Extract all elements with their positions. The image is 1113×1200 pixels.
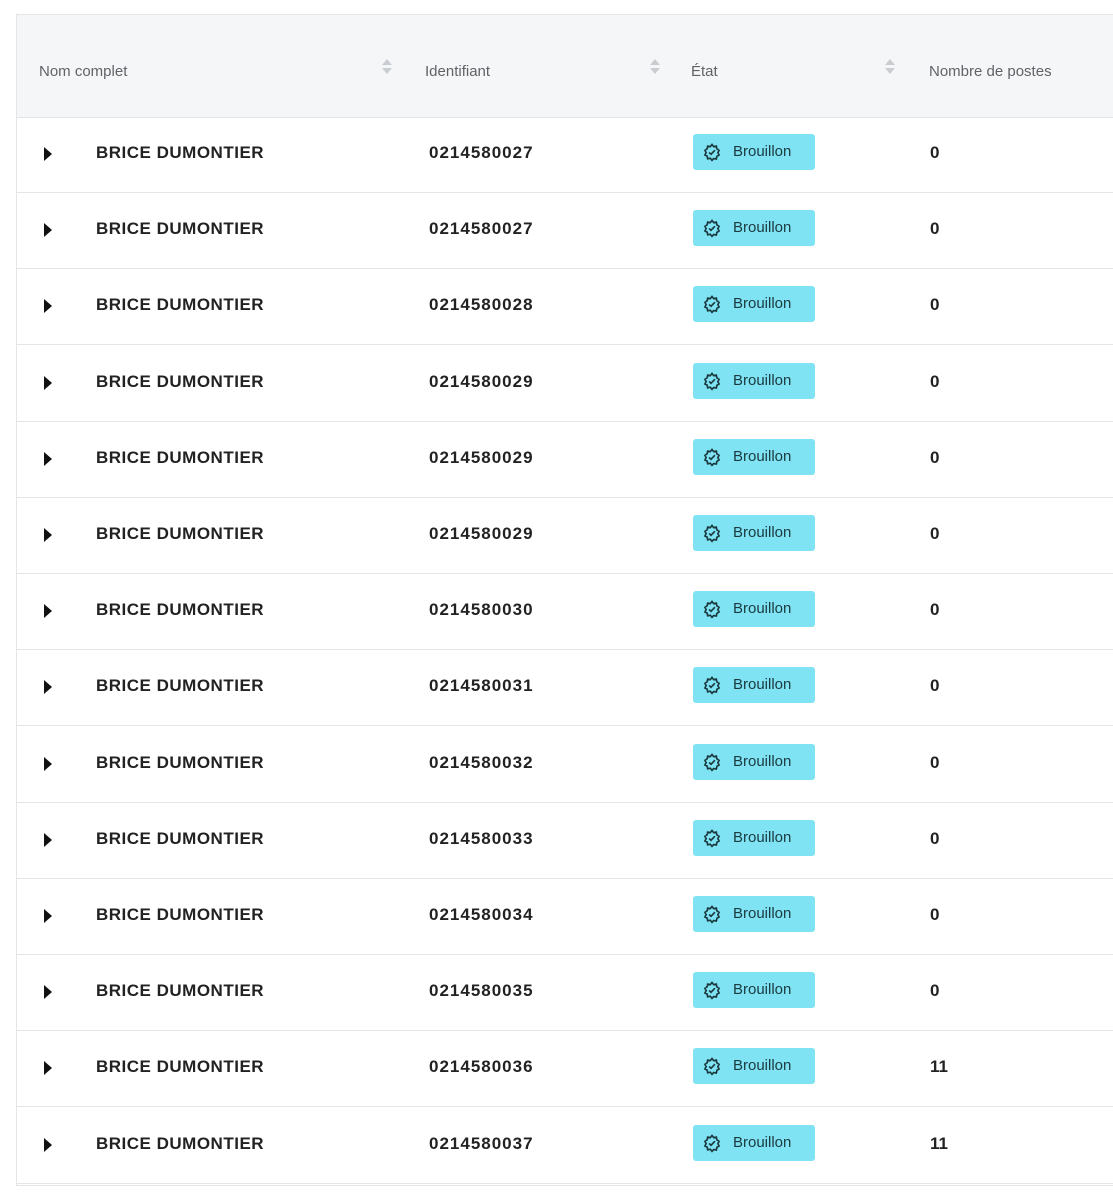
caret-right-icon[interactable] [44, 680, 52, 694]
cell-id: 0214580027 [429, 219, 534, 239]
gear-icon [702, 904, 722, 924]
status-badge-label: Brouillon [733, 828, 792, 846]
gear-icon [702, 1056, 722, 1076]
status-badge [693, 286, 815, 322]
cell-count: 0 [930, 447, 940, 467]
caret-right-icon[interactable] [44, 147, 52, 161]
caret-right-icon[interactable] [44, 223, 52, 237]
caret-right-icon[interactable] [44, 452, 52, 466]
caret-right-icon[interactable] [44, 528, 52, 542]
status-badge [693, 744, 815, 780]
status-badge-label: Brouillon [733, 1133, 792, 1151]
cell-name: BRICE DUMONTIER [96, 143, 265, 162]
gear-icon [702, 828, 722, 848]
cell-count: 0 [930, 600, 940, 620]
cell-id: 0214580029 [429, 524, 534, 543]
table-row[interactable] [17, 117, 1113, 193]
cell-id: 0214580037 [429, 1133, 534, 1153]
status-badge-label: Brouillon [733, 371, 792, 389]
cell-count: 11 [930, 1057, 948, 1077]
sort-icon[interactable] [382, 57, 392, 77]
status-badge [693, 820, 815, 856]
gear-icon [702, 142, 722, 162]
cell-id: 0214580028 [429, 295, 534, 315]
caret-right-icon[interactable] [44, 757, 52, 771]
status-badge [693, 1125, 815, 1161]
table-row[interactable] [17, 193, 1113, 269]
status-badge-label: Brouillon [733, 1057, 792, 1075]
cell-id: 0214580032 [429, 752, 534, 772]
table-row[interactable] [17, 269, 1113, 345]
caret-right-icon[interactable] [44, 1138, 52, 1152]
status-badge-label: Brouillon [733, 524, 792, 541]
cell-count: 0 [930, 143, 940, 162]
cell-id: 0214580036 [429, 1057, 534, 1077]
table-row[interactable] [17, 879, 1113, 955]
status-badge [693, 210, 815, 246]
cell-name: BRICE DUMONTIER [96, 524, 265, 543]
table-row[interactable] [17, 346, 1113, 422]
table-row[interactable] [17, 803, 1113, 879]
status-badge [693, 134, 815, 170]
caret-right-icon[interactable] [44, 985, 52, 999]
sort-icon[interactable] [650, 57, 660, 77]
cell-name: BRICE DUMONTIER [96, 905, 265, 924]
caret-right-icon[interactable] [44, 376, 52, 390]
gear-icon [702, 447, 722, 467]
cell-count: 0 [930, 295, 940, 315]
caret-right-icon[interactable] [44, 1061, 52, 1075]
status-badge-label: Brouillon [733, 752, 792, 770]
column-header-id[interactable]: Identifiant [425, 63, 491, 80]
cell-count: 0 [930, 752, 940, 772]
cell-name: BRICE DUMONTIER [96, 752, 265, 772]
cell-id: 0214580035 [429, 981, 534, 1001]
table-row[interactable] [17, 1031, 1113, 1107]
cell-name: BRICE DUMONTIER [96, 1133, 265, 1153]
caret-right-icon[interactable] [44, 604, 52, 618]
cell-name: BRICE DUMONTIER [96, 1057, 265, 1077]
cell-count: 0 [930, 828, 940, 848]
status-badge-label: Brouillon [733, 981, 792, 999]
table-row[interactable] [17, 498, 1113, 574]
gear-icon [702, 294, 722, 314]
status-badge-label: Brouillon [733, 143, 792, 160]
status-badge-label: Brouillon [733, 219, 792, 237]
data-table [16, 14, 1113, 1186]
caret-right-icon[interactable] [44, 299, 52, 313]
cell-id: 0214580029 [429, 371, 534, 391]
cell-id: 0214580027 [429, 143, 534, 162]
gear-icon [702, 980, 722, 1000]
status-badge [693, 439, 815, 475]
gear-icon [702, 675, 722, 695]
cell-count: 0 [930, 676, 940, 696]
status-badge [693, 896, 815, 932]
cell-id: 0214580033 [429, 828, 534, 848]
cell-id: 0214580031 [429, 676, 534, 696]
gear-icon [702, 752, 722, 772]
gear-icon [702, 599, 722, 619]
column-header-count[interactable]: Nombre de postes [929, 63, 1052, 80]
status-badge-label: Brouillon [733, 676, 792, 694]
table-row[interactable] [17, 574, 1113, 650]
table-row[interactable] [17, 1108, 1113, 1184]
sort-icon[interactable] [885, 57, 895, 77]
cell-name: BRICE DUMONTIER [96, 295, 265, 315]
cell-count: 0 [930, 981, 940, 1001]
status-badge-label: Brouillon [733, 600, 792, 618]
status-badge [693, 591, 815, 627]
table-row[interactable] [17, 955, 1113, 1031]
column-header-name[interactable]: Nom complet [39, 63, 128, 80]
table-row[interactable] [17, 650, 1113, 726]
column-header-status[interactable]: État [691, 63, 718, 80]
table-header [17, 15, 1113, 118]
status-badge-label: Brouillon [733, 447, 792, 465]
cell-id: 0214580030 [429, 600, 534, 620]
cell-count: 11 [930, 1133, 948, 1153]
cell-name: BRICE DUMONTIER [96, 371, 265, 391]
cell-id: 0214580034 [429, 905, 534, 924]
gear-icon [702, 218, 722, 238]
cell-name: BRICE DUMONTIER [96, 600, 265, 620]
gear-icon [702, 371, 722, 391]
status-badge-label: Brouillon [733, 295, 792, 313]
caret-right-icon[interactable] [44, 833, 52, 847]
table-row[interactable] [17, 727, 1113, 803]
table-row[interactable] [17, 422, 1113, 498]
cell-name: BRICE DUMONTIER [96, 219, 265, 239]
cell-name: BRICE DUMONTIER [96, 981, 265, 1001]
status-badge-label: Brouillon [733, 905, 792, 922]
status-badge [693, 1048, 815, 1084]
status-badge [693, 667, 815, 703]
caret-right-icon[interactable] [44, 909, 52, 923]
cell-name: BRICE DUMONTIER [96, 676, 265, 696]
cell-count: 0 [930, 219, 940, 239]
cell-count: 0 [930, 371, 940, 391]
status-badge [693, 363, 815, 399]
status-badge [693, 972, 815, 1008]
cell-id: 0214580029 [429, 447, 534, 467]
status-badge [693, 515, 815, 551]
cell-name: BRICE DUMONTIER [96, 828, 265, 848]
cell-count: 0 [930, 905, 940, 924]
cell-name: BRICE DUMONTIER [96, 447, 265, 467]
gear-icon [702, 1133, 722, 1153]
cell-count: 0 [930, 524, 940, 543]
gear-icon [702, 523, 722, 543]
